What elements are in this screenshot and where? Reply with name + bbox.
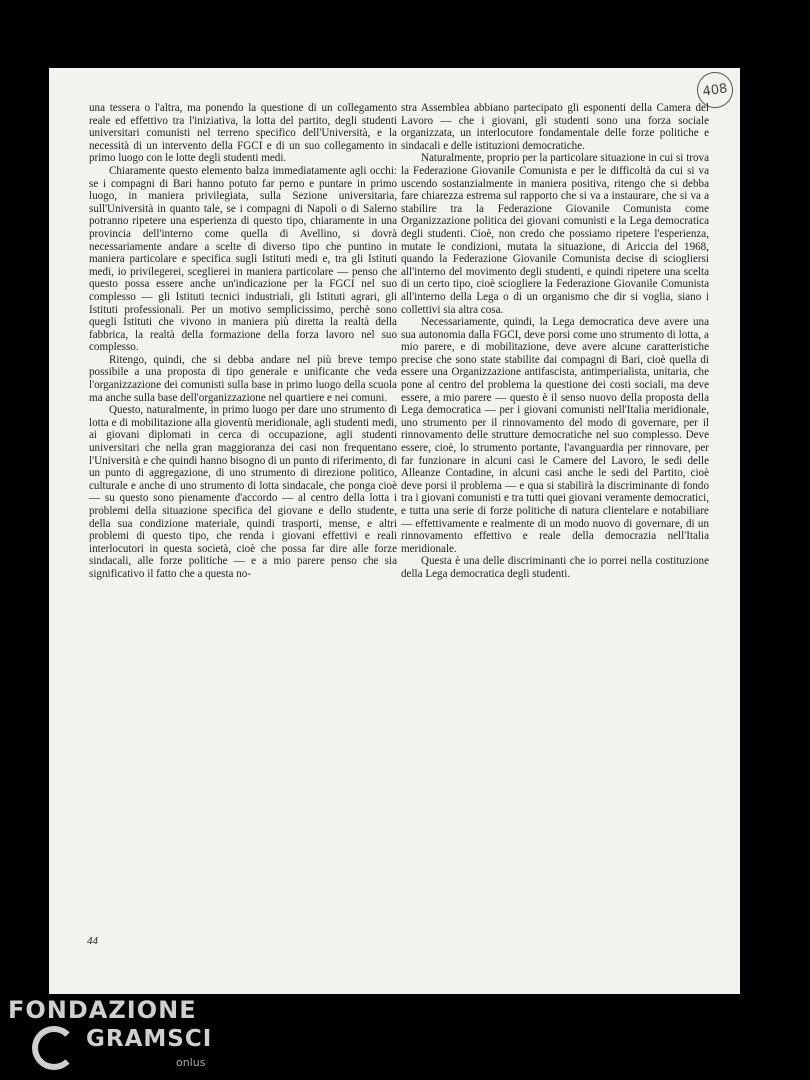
paragraph: Questo, naturalmente, in primo luogo per dare uno strumento di lotta e di mobilitazione alla gioventù meridionale, agli studenti medi, ai giovani diplomati in cerca di occupazione, agli studenti universitari che nella gran maggioranza dei casi non frequentano l'Università e che quindi hanno bisogno di un punto di riferimento, di un punto di aggregazione, di uno strumento di direzione politico, culturale e anche di uno strumento di lotta sindacale, che ponga cioè — su questo sono pienamente d'accordo — al centro della lotta i problemi della situazione specifica del giovane e dello studente, della sua condizione materiale, quindi trasporti, mense, e altri problemi di questo tipo, che renda i giovani effettivi e reali interlocutori in questa società, cioè che possa far dire alle forze sindacali, alle forze politiche — e a mio parere penso che sia significativo il fatto che a questa no- xyxy=(89,404,397,580)
fondazione-gramsci-watermark-logo xyxy=(0,990,230,1080)
paragraph: Naturalmente, proprio per la particolare situazione in cui si trova la Federazione Giovanile Comunista e per le difficoltà da cui si va uscendo sostanzialmente in maniera positiva, ritengo che si debba fare chiarezza estrema sul rapporto che si va a instaurare, che si va a stabilire tra la Federazione Giovanile Comunista come Organizzazione politica dei giovani comunisti e la Lega democratica degli studenti. Cioè, non credo che possiamo ripetere l'esperienza, mutate le condizioni, mutata la situazione, di Ariccia del 1968, quando la Federazione Giovanile Comunista decise di sciogliersi all'interno del movimento degli studenti, e quindi ripetere una scelta di un certo tipo, cioè sciogliere la Federazione Giovanile Comunista all'interno della Lega o di un organismo che dir si voglia, siano i collettivi sia altra cosa. xyxy=(401,152,709,316)
page-number: 44 xyxy=(87,935,98,947)
paragraph: una tessera o l'altra, ma ponendo la questione di un collegamento reale ed effettivo tra l'iniziativa, la lotta del partito, degli studenti universitari comunisti nel terreno specifico dell'Università, e la necessità di un intervento della FGCI e di un suo collegamento in primo luogo con le lotte degli studenti medi. xyxy=(89,102,397,165)
document-page xyxy=(49,68,740,994)
paragraph: Questa è una delle discriminanti che io porrei nella costituzione della Lega democratica degli studenti. xyxy=(401,555,709,580)
left-text-column xyxy=(89,102,397,581)
logo-line-2: GRAMSCI xyxy=(86,1026,213,1052)
paragraph: stra Assemblea abbiano partecipato gli esponenti della Camera del Lavoro — che i giovani, gli studenti sono una forza sociale organizzata, un interlocutore fondamentale delle forze politiche e sindacali e delle istituzioni democratiche. xyxy=(401,102,709,152)
right-text-column xyxy=(401,102,709,581)
logo-line-1: FONDAZIONE xyxy=(8,996,197,1024)
archive-stamp: 408 xyxy=(695,70,736,111)
paragraph: Chiaramente questo elemento balza immediatamente agli occhi: se i compagni di Bari hanno potuto far perno e puntare in primo luogo, in maniera privilegiata, sulla Sezione universitaria, sull'Università in quanto tale, se i compagni di Napoli o di Salerno potranno ripetere una esperienza di questo tipo, chiaramente in una provincia dell'interno come quella di Avellino, si dovrà necessariamente andare a scelte di diverso tipo che puntino in maniera particolare e specifica sugli Istituti medi e, tra gli Istituti medi, io privilegerei, sceglierei in maniera particolare — penso che questo possa essere anche un'indicazione per la FGCI nel suo complesso — gli Istituti tecnici industriali, gli Istituti agrari, gli Istituti professionali. Per un motivo semplicissimo, perchè sono quegli Istituti che vivono in maniera più diretta la realtà della fabbrica, la realtà della formazione della forza lavoro nel suo complesso. xyxy=(89,164,397,354)
paragraph: Necessariamente, quindi, la Lega democratica deve avere una sua autonomia dalla FGCI, deve porsi come uno strumento di lotta, a mio parere, e di mobilitazione, deve avere alcune caratteristiche precise che sono state stabilite dai compagni di Bari, cioè quella di essere una Organizzazione antifascista, antimperialista, unitaria, che pone al centro del problema la questione dei costi sociali, ma deve essere, a mio parere — questo è il senso nuovo della proposta della Lega democratica — per i giovani comunisti nell'Italia meridionale, uno strumento per il rinnovamento del modo di governare, per il rinnovamento delle strutture democratiche nel suo complesso. Deve essere, cioè, lo strumento portante, l'avanguardia per rinnovare, per far funzionare in alcuni casi le Camere del Lavoro, le sedi delle Alleanze Contadine, in alcuni casi anche le sedi del Partito, cioè deve porsi il problema — e qua si stabilirà la discriminante di fondo tra i giovani comunisti e tra tutti quei giovani veramente democratici, e tutta una serie di forze politiche di natura clientelare e notabiliare — effettivamente e realmente di un modo nuovo di governare, di un rinnovamento effettivo e reale della democrazia nell'Italia meridionale. xyxy=(401,316,709,555)
paragraph: Ritengo, quindi, che si debba andare nel più breve tempo possibile a una proposta di tipo generale e unificante che veda l'organizzazione dei comunisti sulla base in primo luogo della scuola ma anche sulla base dell'organizzazione nel quartiere e nei comuni. xyxy=(89,353,397,404)
logo-line-3: onlus xyxy=(176,1056,206,1069)
logo-g-ring-icon xyxy=(32,1026,76,1070)
